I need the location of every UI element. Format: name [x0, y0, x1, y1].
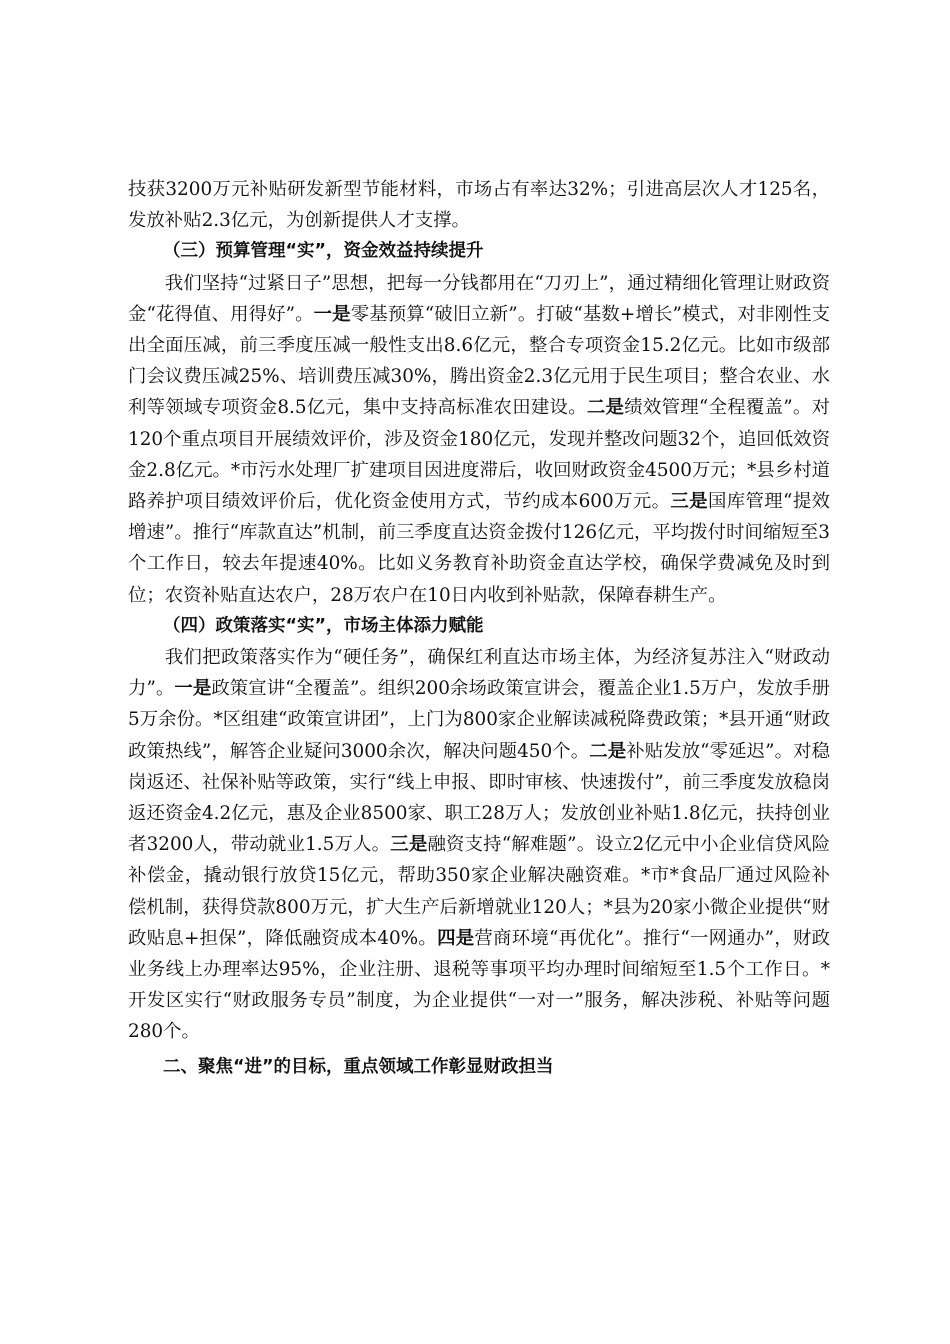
paragraph-budget-management — [128, 268, 830, 611]
paragraph-text: 融资支持“解难题”。设立2亿元中小企业信贷风险补偿金，撬动银行放贷15亿元，帮助350家企业解决融资难。*市*食品厂通过风险补偿机制，获得贷款800万元，扩大生产后新增就业120人；*县为20家小微企业提供“财政贴息+担保”，降低融资成本40%。 — [128, 834, 830, 949]
section-heading-two: 二、聚焦“进”的目标，重点领域工作彰显财政担当 — [163, 1056, 554, 1077]
keyword-third: 三是 — [390, 834, 428, 856]
keyword-third: 三是 — [670, 491, 708, 513]
paragraph-intro: 我们把政策落实作为“硬任务”，确保红利直达市场主体，为经济复苏注入“财政动力”。 — [128, 647, 830, 700]
keyword-first: 一是 — [174, 678, 212, 700]
document-body — [128, 174, 830, 1083]
paragraph-text: 零基预算“破旧立新”。打破“基数+增长”模式，对非刚性支出全面压减，前三季度压减一般性支出8.6亿元，整合专项资金15.2亿元。比如市级部门会议费压减25%、培训费压减30%，腾出资金2.3亿元用于民生项目；整合农业、水利等领域专项资金8.5亿元，集中支持高标准农田建设。 — [128, 303, 830, 419]
paragraph-text: 技获3200万元补贴研发新型节能材料，市场占有率达32%；引进高层次人才125名，发放补贴2.3亿元，为创新提供人才支撑。 — [128, 179, 830, 232]
paragraph-policy-implementation — [128, 642, 830, 1048]
paragraph-continued — [128, 174, 830, 236]
section-heading-4: （四）政策落实“实”，市场主体添力赋能 — [163, 615, 484, 636]
keyword-second: 二是 — [586, 397, 625, 419]
paragraph-text: 绩效管理“全程覆盖”。对120个重点项目开展绩效评价，涉及资金180亿元，发现并整改问题32个，追回低效资金2.8亿元。*市污水处理厂扩建项目因进度滞后，收回财政资金4500万元；*县乡村道路养护项目绩效评价后，优化资金使用方式，节约成本600万元。 — [128, 397, 830, 513]
keyword-second: 二是 — [589, 740, 627, 762]
paragraph-text: 营商环境“再优化”。推行“一网通办”，财政业务线上办理率达95%，企业注册、退税等事项平均办理时间缩短至1.5个工作日。*开发区实行“财政服务专员”制度，为企业提供“一对一”服务，解决涉税、补贴等问题280个。 — [128, 927, 830, 1043]
keyword-fourth: 四是 — [437, 927, 475, 949]
paragraph-text: 政策宣讲“全覆盖”。组织200余场政策宣讲会，覆盖企业1.5万户，发放手册5万余份。*区组建“政策宣讲团”，上门为800家企业解读减税降费政策；*县开通“财政政策热线”，解答企业疑问3000余次，解决问题450个。 — [128, 678, 830, 762]
paragraph-intro: 我们坚持“过紧日子”思想，把每一分钱都用在“刀刃上”，通过精细化管理让财政资金“花得值、用得好”。 — [128, 272, 830, 325]
paragraph-text: 补贴发放“零延迟”。对稳岗返还、社保补贴等政策，实行“线上申报、即时审核、快速拨付”，前三季度发放稳岗返还资金4.2亿元，惠及企业8500家、职工28万人；发放创业补贴1.8亿元，扶持创业者3200人，带动就业1.5万人。 — [128, 740, 830, 856]
keyword-first: 一是 — [313, 303, 351, 325]
section-heading-3: （三）预算管理“实”，资金效益持续提升 — [163, 241, 484, 262]
paragraph-text: 国库管理“提效增速”。推行“库款直达”机制，前三季度直达资金拨付126亿元，平均拨付时间缩短至3个工作日，较去年提速40%。比如义务教育补助资金直达学校，确保学费减免及时到位；农资补贴直达农户，28万农户在10日内收到补贴款，保障春耕生产。 — [128, 491, 830, 606]
